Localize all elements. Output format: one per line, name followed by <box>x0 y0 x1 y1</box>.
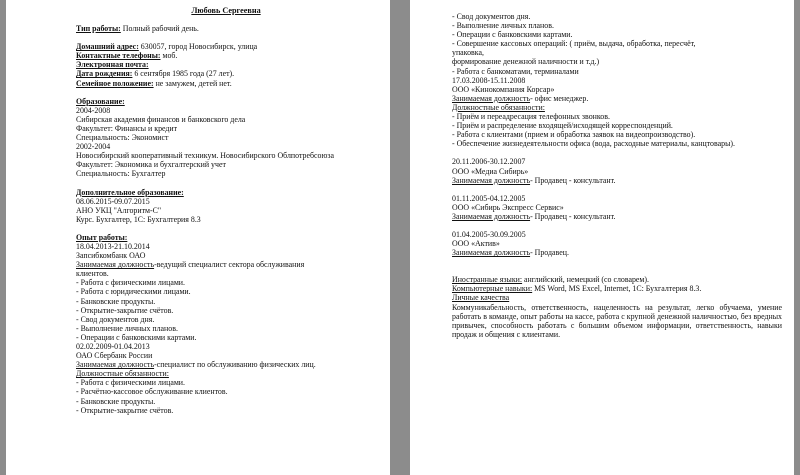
job3-duties-heading: Должностные обязанности: <box>452 102 545 112</box>
page-right-content <box>452 12 782 339</box>
job4-position <box>452 176 782 185</box>
birth-line <box>76 69 376 78</box>
languages-value: английский, немецкий (со словарем). <box>522 275 650 285</box>
job6-position-value: - Продавец. <box>530 248 569 258</box>
job6-period: 01.04.2005-30.09.2005 <box>452 229 526 239</box>
additional-education-heading: Дополнительное образование: <box>76 187 184 197</box>
job2-duty-cont: - Операции с банковскими картами. <box>452 30 573 40</box>
family-line <box>76 79 376 88</box>
job2-duty-cont: - Совершение кассовых операций: ( приём, выдача, обработка, пересчёт, <box>452 39 696 49</box>
job3-duty-last: - Обеспечение жизнедеятельности офиса (вода, расходные материалы, канцтовары). <box>452 139 735 149</box>
education-line: 2004-2008 <box>76 105 111 115</box>
education-line: Факультет: Экономика и бухгалтерский учет <box>76 160 226 170</box>
job2-duty-cont: - Работа с банкоматами, терминалами <box>452 66 579 76</box>
job5-company: ООО «Сибирь Экспресс Сервис» <box>452 202 564 212</box>
education-line: 2002-2004 <box>76 142 111 152</box>
job2-position-value: -специалист по обслуживанию физических лиц. <box>154 360 316 370</box>
job3-position <box>452 94 782 103</box>
resume-name-title: Любовь Сергеевна <box>191 6 261 15</box>
address-line <box>76 42 376 51</box>
job2-company: ОАО Сбербанк России <box>76 351 153 361</box>
birth-value: 6 сентября 1985 года (27 лет). <box>132 69 235 79</box>
computer-skills-label: Компьютерные навыки: <box>452 284 533 294</box>
computer-skills-value: MS Word, MS Excel, Internet, 1С: Бухгалтерия 8.3. <box>532 284 702 294</box>
email-line <box>76 60 376 69</box>
job2-duty-cont: - Выполнение личных планов. <box>452 21 554 31</box>
job2-duty: - Банковские продукты. <box>76 396 156 406</box>
job1-duty: - Банковские продукты. <box>76 296 156 306</box>
job1-duty: - Работа с физическими лицами. <box>76 278 186 288</box>
job5-position-label: Занимаемая должность <box>452 211 531 221</box>
document-page-left <box>6 0 390 475</box>
address-label: Домашний адрес: <box>76 42 139 52</box>
job3-duty: - Работа с клиентами (прием и обработка заявок на видеопроизводство). <box>452 130 696 140</box>
job-type-value: Полный рабочий день. <box>120 24 199 34</box>
job6-company: ООО «Актив» <box>452 239 500 249</box>
job1-position-label: Занимаемая должность <box>76 260 155 270</box>
education-line: Специальность: Бухгалтер <box>76 169 166 179</box>
document-page-right <box>410 0 794 475</box>
family-value: не замужем, детей нет. <box>153 78 232 88</box>
birth-label: Дата рождения: <box>76 69 133 79</box>
job1-duty: - Свод документов дня. <box>76 314 155 324</box>
phones-line <box>76 51 376 60</box>
personal-qualities-heading: Личные качества <box>452 293 510 303</box>
job2-duties-heading: Должностные обязанности: <box>76 369 169 379</box>
education-line: Новосибирский кооперативный техникум. Новосибирского Облпотребсоюза <box>76 151 334 161</box>
job3-period: 17.03.2008-15.11.2008 <box>452 75 526 85</box>
job3-position-value: - офис менеджер. <box>530 93 589 103</box>
job1-duty: - Открытие-закрытие счётов. <box>76 305 174 315</box>
job3-company: ООО «Кинокомпания Корсар» <box>452 84 555 94</box>
job5-position-value: - Продавец - консультант. <box>530 211 616 221</box>
phones-label: Контактные телефоны: <box>76 51 161 61</box>
job2-position <box>76 360 376 369</box>
phones-value: моб. <box>160 51 178 61</box>
additional-education-line: АНО УКЦ "Алгоритм-С" <box>76 205 162 215</box>
job1-duty: - Работа с юридическими лицами. <box>76 287 191 297</box>
job6-position <box>452 248 782 257</box>
job2-duty-cont: упаковка, <box>452 48 484 58</box>
job1-company: Запсибкомбанк ОАО <box>76 251 146 261</box>
job2-duty: - Расчётно-кассовое обслуживание клиентов. <box>76 387 228 397</box>
page-left-content <box>76 6 376 415</box>
family-label: Семейное положение: <box>76 78 154 88</box>
job1-position-value: -ведущий специалист сектора обслуживания <box>154 260 305 270</box>
education-line: Факультет: Финансы и кредит <box>76 123 178 133</box>
job5-position <box>452 212 782 221</box>
job2-period: 02.02.2009-01.04.2013 <box>76 342 150 351</box>
job2-duty-cont: - Свод документов дня. <box>452 12 531 21</box>
personal-qualities-text: Коммуникабельность, ответственность, нацеленность на результат, легко обучаема, умение работать в команде, опыт работы на кассе, работа с крупной денежной наличностью, без вредных привычек, способность работать с большим объемом информации, ответственность, навыки продаж и общения с клиентами. <box>452 302 782 339</box>
education-heading: Образование: <box>76 96 125 106</box>
job-type-line <box>76 24 376 33</box>
job2-duty-cont: формирование денежной наличности и т.д.) <box>452 57 600 67</box>
job3-duty: - Приём и распределение входящей/исходящей корреспонденций. <box>452 121 673 131</box>
experience-heading: Опыт работы: <box>76 232 128 242</box>
job4-company: ООО «Медиа Сибирь» <box>452 166 529 176</box>
education-line: Сибирская академия финансов и банковского дела <box>76 114 246 124</box>
email-label: Электронная почта: <box>76 60 149 70</box>
job-type-label: Тип работы: <box>76 24 121 34</box>
computer-skills-line <box>452 284 782 293</box>
job1-duty: - Выполнение личных планов. <box>76 323 178 333</box>
job4-position-label: Занимаемая должность <box>452 175 531 185</box>
job1-position-cont: клиентов. <box>76 269 109 279</box>
job4-position-value: - Продавец - консультант. <box>530 175 616 185</box>
education-line: Специальность: Экономист <box>76 133 169 143</box>
job3-position-label: Занимаемая должность <box>452 93 531 103</box>
languages-label: Иностранные языки: <box>452 275 523 285</box>
job5-period: 01.11.2005-04.12.2005 <box>452 193 526 203</box>
job1-duty: - Операции с банковскими картами. <box>76 332 197 342</box>
additional-education-line: Курс. Бухгалтер, 1С: Бухгалтерия 8.3 <box>76 214 201 224</box>
address-value: 630057, город Новосибирск, улица <box>138 42 258 52</box>
job2-duty: - Работа с физическими лицами. <box>76 378 186 388</box>
job4-period: 20.11.2006-30.12.2007 <box>452 157 526 167</box>
languages-line <box>452 275 782 284</box>
job3-duty: - Приём и переадресация телефонных звонков. <box>452 112 610 122</box>
job6-position-label: Занимаемая должность <box>452 248 531 258</box>
job2-duty: - Открытие-закрытие счётов. <box>76 405 174 415</box>
job1-period: 18.04.2013-21.10.2014 <box>76 241 150 251</box>
job1-position <box>76 260 376 269</box>
job2-position-label: Занимаемая должность <box>76 360 155 370</box>
additional-education-line: 08.06.2015-09.07.2015 <box>76 196 150 206</box>
